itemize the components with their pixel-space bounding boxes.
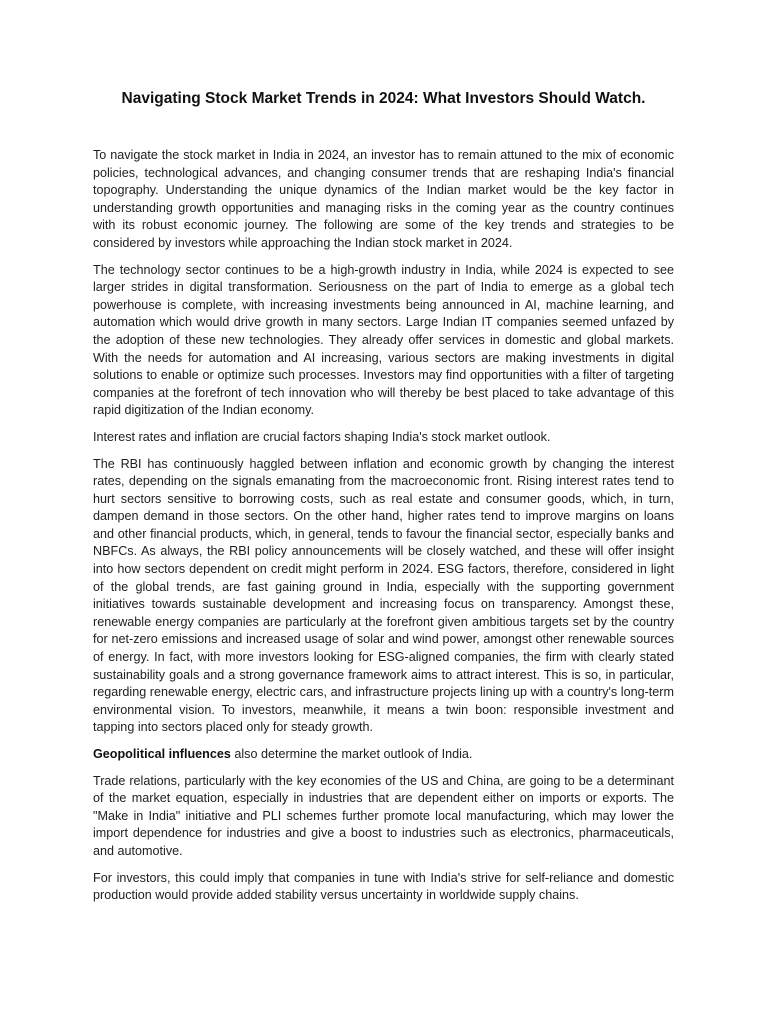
document-body bbox=[93, 147, 674, 914]
paragraph-interest-rates-intro bbox=[93, 429, 674, 447]
paragraph-text: The technology sector continues to be a high-growth industry in India, while 2024 is expected to see larger strides in digital transformation. Seriousness on the part of India to emerge as a global tech powerhouse is complete, with increasing investments being announced in AI, machine learning, and automation which would drive growth in many sectors. Large Indian IT companies seemed unfazed by the adoption of these new technologies. They already offer services in domestic and global markets. With the needs for automation and AI increasing, various sectors are making investments in digital solutions to enable or optimize such processes. Investors may find opportunities with a filter of targeting companies at the forefront of tech innovation who will thereby be best placed to take advantage of this rapid digitization of the Indian economy. bbox=[93, 262, 674, 418]
paragraph-geopolitical bbox=[93, 746, 674, 764]
paragraph-text: To navigate the stock market in India in 2024, an investor has to remain attuned to the mix of economic policies, technological advances, and changing consumer trends that are reshaping India's financial topography. Understanding the unique dynamics of the Indian market would be the key factor in understanding growth opportunities and managing risks in the coming year as the country continues with its robust economic journey. The following are some of the key trends and strategies to be considered by investors while approaching the Indian stock market in 2024. bbox=[93, 148, 674, 250]
paragraph-trade-relations bbox=[93, 773, 674, 861]
bold-lead-phrase: Geopolitical influences bbox=[93, 747, 231, 761]
document-title: Navigating Stock Market Trends in 2024: What Investors Should Watch. bbox=[121, 90, 646, 107]
paragraph-rbi-esg bbox=[93, 456, 674, 738]
paragraph-text: For investors, this could imply that companies in tune with India's strive for self-reliance and domestic production would provide added stability versus uncertainty in worldwide supply chains. bbox=[93, 870, 674, 903]
paragraph-intro bbox=[93, 147, 674, 253]
paragraph-investor-implication bbox=[93, 870, 674, 905]
paragraph-text: Trade relations, particularly with the key economies of the US and China, are going to be a determinant of the market equation, especially in industries that are dependent either on imports or exports. The "Make in India" initiative and PLI schemes further promote local manufacturing, which may lower the import dependence for industries and give a boost to industries such as electronics, pharmaceuticals, and automotive. bbox=[93, 773, 674, 858]
paragraph-technology-sector bbox=[93, 262, 674, 420]
paragraph-text: Interest rates and inflation are crucial factors shaping India's stock market outlook. bbox=[93, 429, 551, 444]
paragraph-text: The RBI has continuously haggled between inflation and economic growth by changing the interest rates, depending on the signals emanating from the macroeconomic front. Rising interest rates tend to hurt sectors sensitive to borrowing costs, such as real estate and consumer goods, which, in turn, dampen demand in those sectors. On the other hand, higher rates tend to improve margins on loans and other financial products, which, in general, tends to favour the financial sector, especially banks and NBFCs. As always, the RBI policy announcements will be closely watched, and these will offer insight into how sectors dependent on credit might perform in 2024. ESG factors, therefore, considered in light of the global trends, are fast gaining ground in India, especially with the supporting government initiatives towards sustainable development and increasing focus on transparency. Amongst these, renewable energy companies are particularly at the forefront given ambitious targets set by the country for net-zero emissions and increased usage of solar and wind power, amongst other renewable sources of energy. In fact, with more investors looking for ESG-aligned companies, the firm with clearly stated sustainability goals and a strong governance framework aims to attract interest. This is so, in particular, regarding renewable energy, electric cars, and infrastructure projects lining up with a country's long-term environmental vision. To investors, meanwhile, it means a twin boon: responsible investment and tapping into sectors placed only for steady growth. bbox=[93, 456, 674, 735]
paragraph-text: also determine the market outlook of India. bbox=[230, 747, 473, 761]
